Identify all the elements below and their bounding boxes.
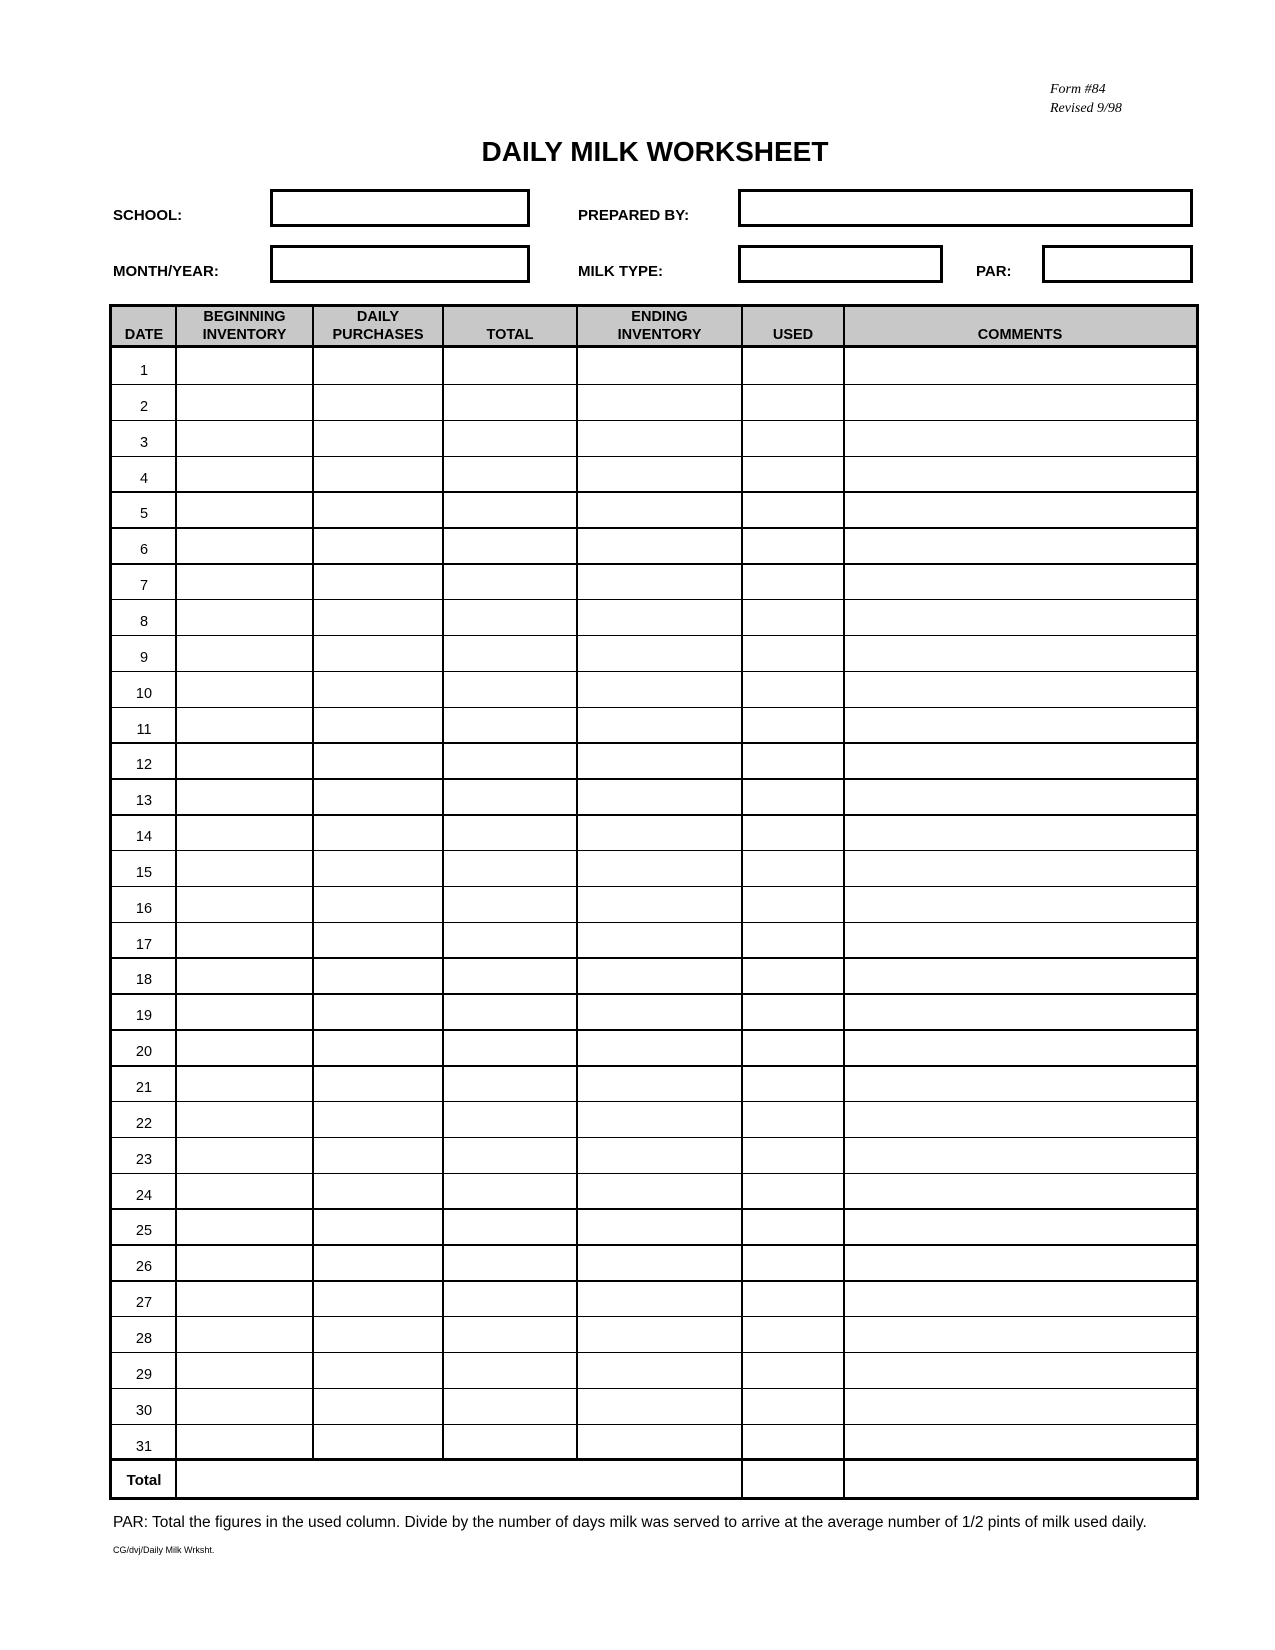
row-divider <box>112 420 1196 422</box>
row-divider <box>112 742 1196 744</box>
date-cell: 11 <box>136 721 152 738</box>
row-divider <box>112 1388 1196 1390</box>
row-divider <box>112 1208 1196 1210</box>
row-divider <box>112 1065 1196 1067</box>
row-divider <box>112 850 1196 852</box>
date-cell: 29 <box>135 1366 153 1383</box>
header-beginning-inventory: BEGINNING INVENTORY <box>202 309 287 343</box>
date-cell: 18 <box>135 972 153 989</box>
date-cell: 23 <box>135 1151 153 1168</box>
column-divider <box>576 307 578 1459</box>
date-cell: 21 <box>135 1080 153 1096</box>
date-cell: 1 <box>139 363 149 379</box>
row-divider <box>112 1173 1196 1175</box>
footer-code: CG/dvj/Daily Milk Wrksht. <box>113 1545 215 1555</box>
row-divider <box>112 957 1196 959</box>
row-divider <box>112 635 1196 637</box>
date-cell: 6 <box>139 542 149 559</box>
date-cell: 15 <box>135 864 153 881</box>
milk-worksheet-table <box>109 304 1199 1500</box>
date-cell: 9 <box>139 649 149 666</box>
date-cell: 22 <box>135 1115 153 1132</box>
column-divider <box>442 307 444 1459</box>
prepared-by-field[interactable] <box>738 189 1193 227</box>
date-cell: 2 <box>139 398 149 415</box>
school-label: SCHOOL: <box>113 207 183 224</box>
row-divider <box>112 1244 1196 1246</box>
school-field[interactable] <box>270 189 530 227</box>
date-cell: 24 <box>135 1187 153 1204</box>
date-cell: 26 <box>135 1259 153 1276</box>
row-divider <box>112 671 1196 673</box>
row-divider <box>112 707 1196 709</box>
row-divider <box>112 1424 1196 1426</box>
total-row-label: Total <box>126 1472 162 1490</box>
par-label: PAR: <box>976 263 1012 280</box>
date-cell: 5 <box>139 506 149 523</box>
row-divider <box>112 384 1196 386</box>
header-comments: COMMENTS <box>977 327 1063 343</box>
milk-type-field[interactable] <box>738 245 943 283</box>
date-cell: 19 <box>135 1008 153 1025</box>
date-cell: 12 <box>135 757 153 774</box>
date-cell: 20 <box>135 1044 153 1061</box>
prepared-by-label: PREPARED BY: <box>578 207 690 224</box>
row-divider <box>112 1101 1196 1103</box>
date-cell: 10 <box>135 685 153 702</box>
form-revised: Revised 9/98 <box>1050 101 1122 116</box>
column-divider <box>312 307 314 1459</box>
par-instructions: PAR: Total the figures in the used column. Divide by the number of days milk was served to arrive at the average number of 1/2 pints of milk used daily. <box>113 1514 1147 1531</box>
page-title: DAILY MILK WORKSHEET <box>481 136 829 167</box>
month-year-field[interactable] <box>270 245 530 283</box>
row-divider <box>112 814 1196 816</box>
date-cell: 27 <box>135 1295 153 1312</box>
row-divider <box>112 778 1196 780</box>
date-cell: 28 <box>135 1330 153 1347</box>
row-divider <box>112 886 1196 888</box>
header-total: TOTAL <box>486 327 534 343</box>
column-divider <box>843 307 845 1497</box>
row-divider <box>112 1280 1196 1282</box>
row-divider <box>112 922 1196 924</box>
total-row-divider <box>112 1458 1196 1461</box>
row-divider <box>112 1316 1196 1318</box>
month-year-label: MONTH/YEAR: <box>113 263 219 280</box>
column-divider <box>741 307 743 1497</box>
date-cell: 16 <box>135 900 153 917</box>
row-divider <box>112 1029 1196 1031</box>
date-cell: 4 <box>139 470 149 487</box>
row-divider <box>112 993 1196 995</box>
header-ending-inventory: ENDING INVENTORY <box>617 309 702 343</box>
header-used: USED <box>772 327 814 343</box>
date-cell: 14 <box>135 829 153 846</box>
date-cell: 17 <box>135 936 153 953</box>
date-cell: 30 <box>135 1402 153 1419</box>
row-divider <box>112 599 1196 601</box>
par-field[interactable] <box>1042 245 1193 283</box>
header-date: DATE <box>124 327 164 343</box>
date-cell: 8 <box>139 613 149 630</box>
date-cell: 25 <box>135 1223 153 1240</box>
row-divider <box>112 1137 1196 1139</box>
table-header <box>112 307 1196 348</box>
date-cell: 7 <box>139 578 149 595</box>
form-number: Form #84 <box>1050 82 1106 97</box>
row-divider <box>112 563 1196 565</box>
date-cell: 13 <box>135 793 153 810</box>
form-info <box>1050 80 1230 118</box>
header-daily-purchases: DAILY PURCHASES <box>332 309 424 343</box>
row-divider <box>112 456 1196 458</box>
date-cell: 3 <box>139 434 149 451</box>
milk-type-label: MILK TYPE: <box>578 263 663 280</box>
row-divider <box>112 491 1196 493</box>
row-divider <box>112 527 1196 529</box>
date-cell: 31 <box>135 1438 153 1455</box>
row-divider <box>112 1352 1196 1354</box>
